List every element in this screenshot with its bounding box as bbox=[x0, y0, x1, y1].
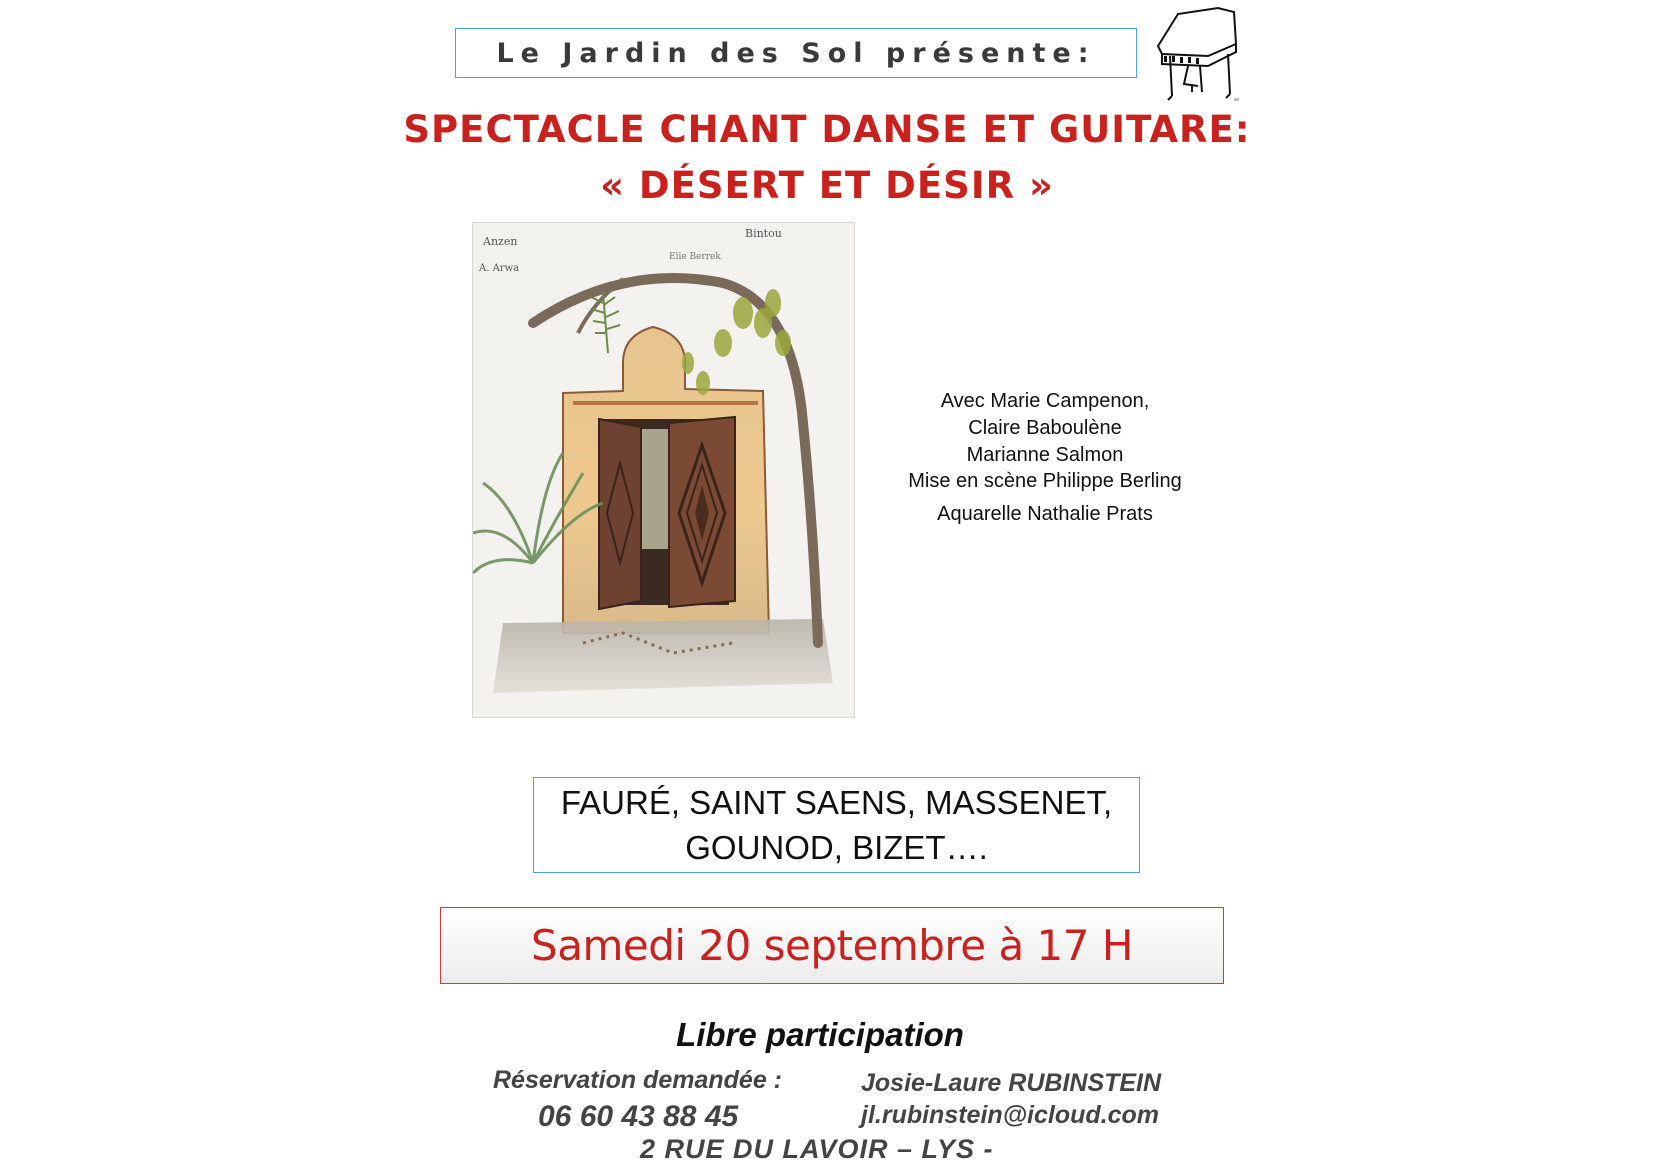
painting-art bbox=[473, 223, 855, 718]
composers-line-2: GOUNOD, BIZET…. bbox=[685, 829, 988, 866]
phone-number: 06 60 43 88 45 bbox=[538, 1100, 739, 1133]
show-subtitle: « DÉSERT ET DÉSIR » bbox=[600, 164, 1054, 207]
signature-left-2: A. Arwa bbox=[479, 263, 520, 274]
event-date: Samedi 20 septembre à 17 H bbox=[531, 921, 1133, 970]
contact-name: Josie-Laure RUBINSTEIN bbox=[861, 1069, 1162, 1097]
contact-email: jl.rubinstein@icloud.com bbox=[861, 1101, 1160, 1129]
show-title: SPECTACLE CHANT DANSE ET GUITARE: bbox=[403, 108, 1251, 151]
credit-line-5: Aquarelle Nathalie Prats bbox=[937, 503, 1153, 525]
presenter-box bbox=[455, 28, 1137, 78]
signature-left-1: Anzen bbox=[483, 235, 518, 248]
watercolor-painting bbox=[472, 222, 855, 718]
credit-line-3: Marianne Salmon bbox=[966, 444, 1124, 466]
composers-box bbox=[533, 777, 1140, 873]
piano-icon bbox=[1148, 4, 1240, 104]
address: 2 RUE DU LAVOIR – LYS - bbox=[640, 1134, 994, 1164]
credit-line-4: Mise en scène Philippe Berling bbox=[908, 470, 1182, 492]
credit-line-2: Claire Baboulène bbox=[968, 417, 1122, 439]
signature-top-right: Bintou bbox=[745, 227, 782, 240]
signature-top-center: Elie Berrek bbox=[669, 252, 721, 262]
presenter-text: Le Jardin des Sol présente: bbox=[496, 37, 1096, 69]
composers-line-1: FAURÉ, SAINT SAENS, MASSENET, bbox=[560, 784, 1113, 821]
credit-line-1: Avec Marie Campenon, bbox=[940, 390, 1150, 412]
reservation-label: Réservation demandée : bbox=[493, 1066, 782, 1094]
event-date-box bbox=[440, 907, 1224, 984]
libre-participation: Libre participation bbox=[676, 1016, 964, 1053]
